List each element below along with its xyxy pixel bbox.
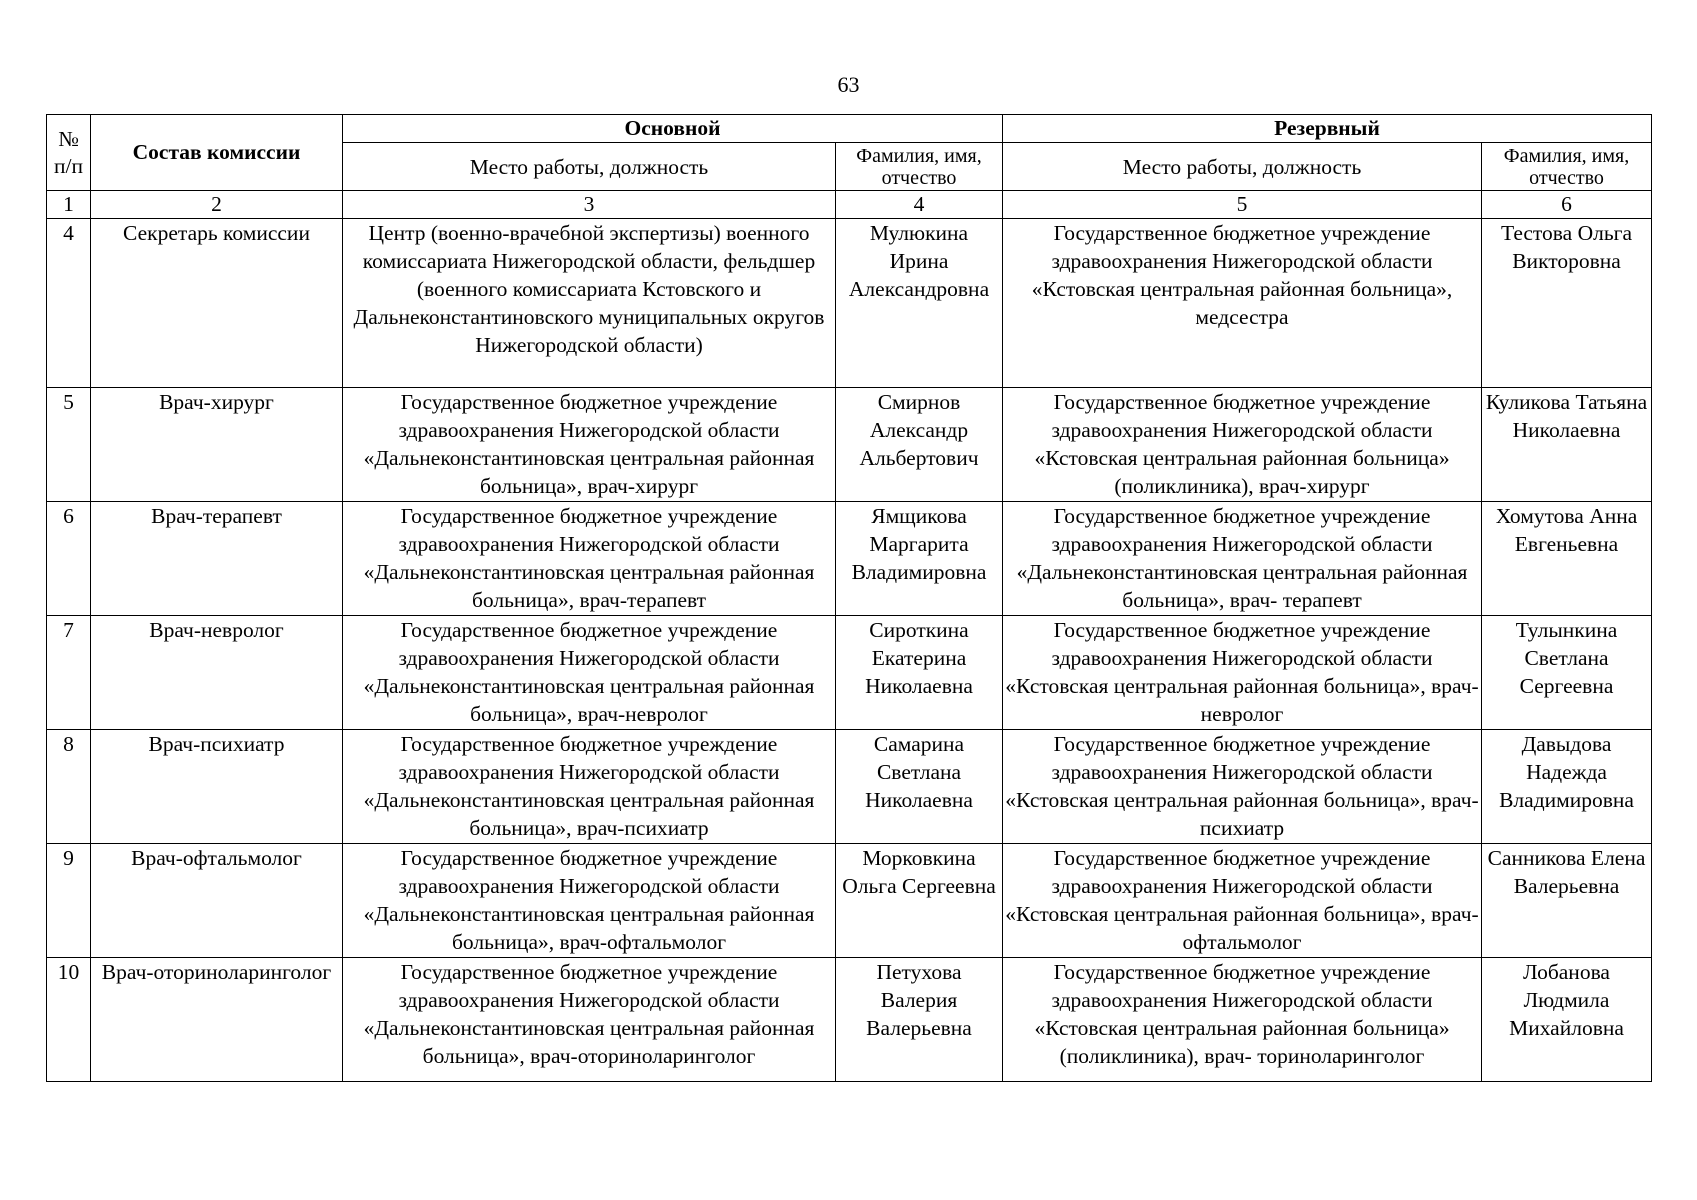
header-main-workplace: Место работы, должность	[343, 143, 836, 191]
row-main-name: Ямщикова Маргарита Владимировна	[836, 502, 1003, 616]
table-row	[47, 616, 1652, 730]
row-num: 10	[47, 958, 91, 1082]
row-reserve-workplace: Государственное бюджетное учреждение здравоохранения Нижегородской области «Кстовская центральная районная больница» (поликлиника), врач-хирург	[1003, 388, 1482, 502]
row-role: Секретарь комиссии	[91, 219, 343, 388]
row-reserve-name: Тулынкина Светлана Сергеевна	[1482, 616, 1652, 730]
row-num: 6	[47, 502, 91, 616]
header-num: № п/п	[47, 115, 91, 191]
row-main-workplace: Государственное бюджетное учреждение здравоохранения Нижегородской области «Дальнеконстантиновская центральная районная больница», врач-оториноларинголог	[343, 958, 836, 1082]
table-row	[47, 388, 1652, 502]
row-main-workplace: Государственное бюджетное учреждение здравоохранения Нижегородской области «Дальнеконстантиновская центральная районная больница», врач-офтальмолог	[343, 844, 836, 958]
column-number: 1	[47, 191, 91, 219]
row-role: Врач-психиатр	[91, 730, 343, 844]
row-reserve-workplace: Государственное бюджетное учреждение здравоохранения Нижегородской области «Кстовская центральная районная больница» (поликлиника), врач- ториноларинголог	[1003, 958, 1482, 1082]
row-main-name: Смирнов Александр Альбертович	[836, 388, 1003, 502]
row-reserve-name: Хомутова Анна Евгеньевна	[1482, 502, 1652, 616]
table-header	[47, 115, 1652, 219]
row-reserve-workplace: Государственное бюджетное учреждение здравоохранения Нижегородской области «Кстовская центральная районная больница», врач-невролог	[1003, 616, 1482, 730]
column-number: 4	[836, 191, 1003, 219]
row-reserve-name: Лобанова Людмила Михайловна	[1482, 958, 1652, 1082]
row-reserve-name: Куликова Татьяна Николаевна	[1482, 388, 1652, 502]
row-main-workplace: Государственное бюджетное учреждение здравоохранения Нижегородской области «Дальнеконстантиновская центральная районная больница», врач-невролог	[343, 616, 836, 730]
header-main-fullname: Фамилия, имя, отчество	[836, 143, 1003, 191]
row-main-workplace: Государственное бюджетное учреждение здравоохранения Нижегородской области «Дальнеконстантиновская центральная районная больница», врач-хирург	[343, 388, 836, 502]
row-num: 5	[47, 388, 91, 502]
row-role: Врач-офтальмолог	[91, 844, 343, 958]
row-main-name: Самарина Светлана Николаевна	[836, 730, 1003, 844]
row-reserve-workplace: Государственное бюджетное учреждение здравоохранения Нижегородской области «Кстовская центральная районная больница», врач-офтальмолог	[1003, 844, 1482, 958]
row-reserve-name: Тестова Ольга Викторовна	[1482, 219, 1652, 388]
column-number: 3	[343, 191, 836, 219]
header-reserve-workplace: Место работы, должность	[1003, 143, 1482, 191]
row-role: Врач-хирург	[91, 388, 343, 502]
row-num: 7	[47, 616, 91, 730]
row-main-workplace: Центр (военно-врачебной экспертизы) военного комиссариата Нижегородской области, фельдшер (военного комиссариата Кстовского и Дальнеконстантиновского муниципальных округов Нижегородской области)	[343, 219, 836, 388]
row-role: Врач-терапевт	[91, 502, 343, 616]
row-main-name: Петухова Валерия Валерьевна	[836, 958, 1003, 1082]
row-main-workplace: Государственное бюджетное учреждение здравоохранения Нижегородской области «Дальнеконстантиновская центральная районная больница», врач-терапевт	[343, 502, 836, 616]
header-reserve-fullname: Фамилия, имя, отчество	[1482, 143, 1652, 191]
header-composition: Состав комиссии	[91, 115, 343, 191]
row-reserve-workplace: Государственное бюджетное учреждение здравоохранения Нижегородской области «Дальнеконстантиновская центральная районная больница», врач- терапевт	[1003, 502, 1482, 616]
table-row	[47, 844, 1652, 958]
commission-table	[46, 114, 1652, 1082]
table-row	[47, 958, 1652, 1082]
page-number: 63	[837, 72, 860, 97]
row-num: 4	[47, 219, 91, 388]
row-role: Врач-невролог	[91, 616, 343, 730]
row-main-name: Морковкина Ольга Сергеевна	[836, 844, 1003, 958]
row-main-name: Мулюкина Ирина Александровна	[836, 219, 1003, 388]
column-number: 6	[1482, 191, 1652, 219]
row-num: 9	[47, 844, 91, 958]
row-main-workplace: Государственное бюджетное учреждение здравоохранения Нижегородской области «Дальнеконстантиновская центральная районная больница», врач-психиатр	[343, 730, 836, 844]
row-reserve-workplace: Государственное бюджетное учреждение здравоохранения Нижегородской области «Кстовская центральная районная больница», медсестра	[1003, 219, 1482, 388]
table-row	[47, 219, 1652, 388]
row-main-name: Сироткина Екатерина Николаевна	[836, 616, 1003, 730]
column-number: 2	[91, 191, 343, 219]
row-reserve-name: Давыдова Надежда Владимировна	[1482, 730, 1652, 844]
row-reserve-workplace: Государственное бюджетное учреждение здравоохранения Нижегородской области «Кстовская центральная районная больница», врач-психиатр	[1003, 730, 1482, 844]
row-num: 8	[47, 730, 91, 844]
column-numbers-row	[47, 191, 1652, 219]
column-number: 5	[1003, 191, 1482, 219]
table-row	[47, 730, 1652, 844]
row-role: Врач-оториноларинголог	[91, 958, 343, 1082]
row-reserve-name: Санникова Елена Валерьевна	[1482, 844, 1652, 958]
header-main-group: Основной	[343, 115, 1003, 143]
header-reserve-group: Резервный	[1003, 115, 1652, 143]
table-row	[47, 502, 1652, 616]
